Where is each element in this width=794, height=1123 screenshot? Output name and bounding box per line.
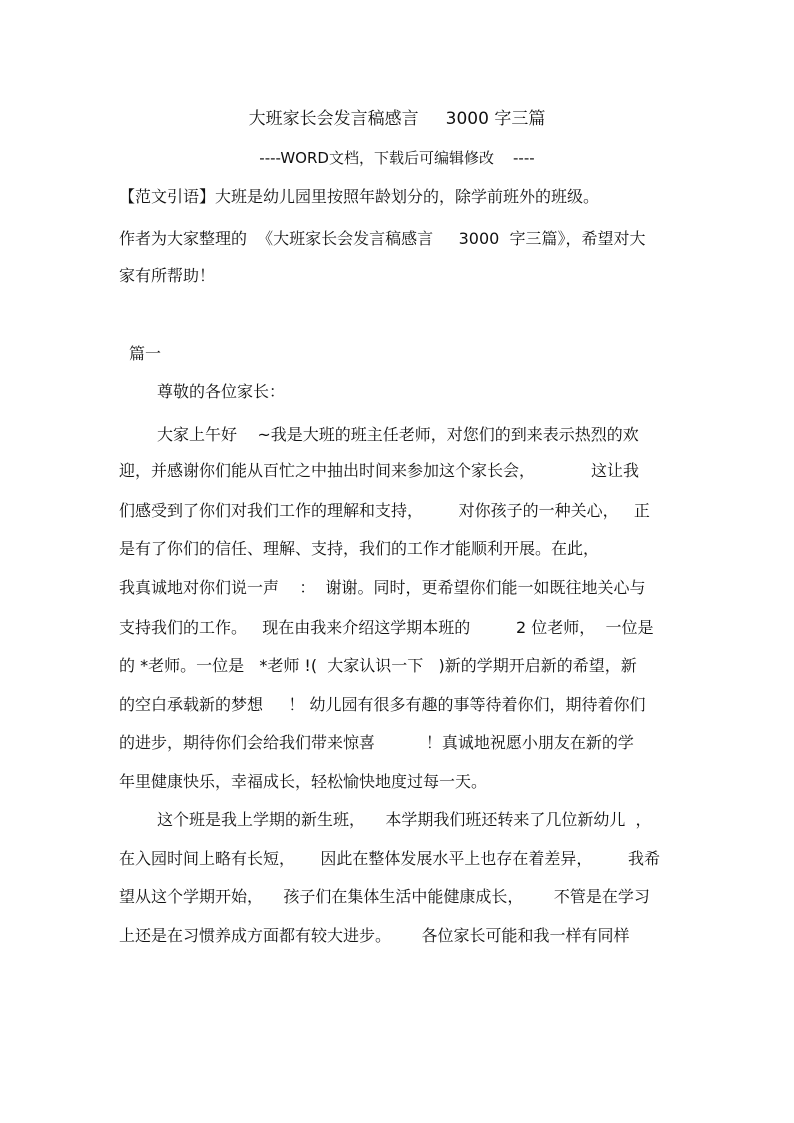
document-title: 大班家长会发言稿感言 3000 字三篇 xyxy=(248,109,546,129)
document-subtitle: ----WORD文档，下载后可编辑修改 ---- xyxy=(259,149,535,167)
intro-line: 【范文引语】大班是幼儿园里按照年龄划分的，除学前班外的班级。 xyxy=(119,187,600,206)
body-line: 迎，并感谢你们能从百忙之中抽出时间来参加这个家长会， 这让我 xyxy=(119,461,639,480)
body-line: 在入园时间上略有长短， 因此在整体发展水平上也存在着差异， 我希 xyxy=(119,849,661,868)
body-line: 我真诚地对你们说一声 ： 谢谢。同时，更希望你们能一如既往地关心与 xyxy=(119,578,646,597)
body-line: 大家上午好 ~我是大班的班主任老师，对您们的到来表示热烈的欢 xyxy=(157,425,639,444)
body-line: 上还是在习惯养成方面都有较大进步。 各位家长可能和我一样有同样 xyxy=(119,926,630,945)
salutation: 尊敬的各位家长： xyxy=(157,382,286,401)
body-line: 是有了你们的信任、理解、支持，我们的工作才能顺利开展。在此， xyxy=(119,539,600,558)
body-line: 的空白承载新的梦想 ！ 幼儿园有很多有趣的事等待着你们，期待着你们 xyxy=(119,695,646,714)
body-line: 支持我们的工作。 现在由我来介绍这学期本班的 2 位老师， 一位是 xyxy=(119,618,654,637)
body-line: 年里健康快乐，幸福成长，轻松愉快地度过每一天。 xyxy=(119,772,488,791)
section-heading: 篇一 xyxy=(129,344,162,363)
body-line: 的 *老师。一位是 *老师 !( 大家认识一下 )新的学期开启新的希望，新 xyxy=(119,656,637,675)
body-line: 望从这个学期开始， 孩子们在集体生活中能健康成长， 不管是在学习 xyxy=(119,887,650,906)
intro-line: 作者为大家整理的 《大班家长会发言稿感言 3000 字三篇》，希望对大 xyxy=(119,229,646,248)
body-line: 的进步，期待你们会给我们带来惊喜 ！真诚地祝愿小朋友在新的学 xyxy=(119,733,634,752)
body-line: 这个班是我上学期的新生班， 本学期我们班还转来了几位新幼儿 ， xyxy=(157,810,652,829)
body-line: 们感受到了你们对我们工作的理解和支持， 对你孩子的一种关心， 正 xyxy=(119,501,650,520)
intro-line: 家有所帮助！ xyxy=(119,266,216,285)
